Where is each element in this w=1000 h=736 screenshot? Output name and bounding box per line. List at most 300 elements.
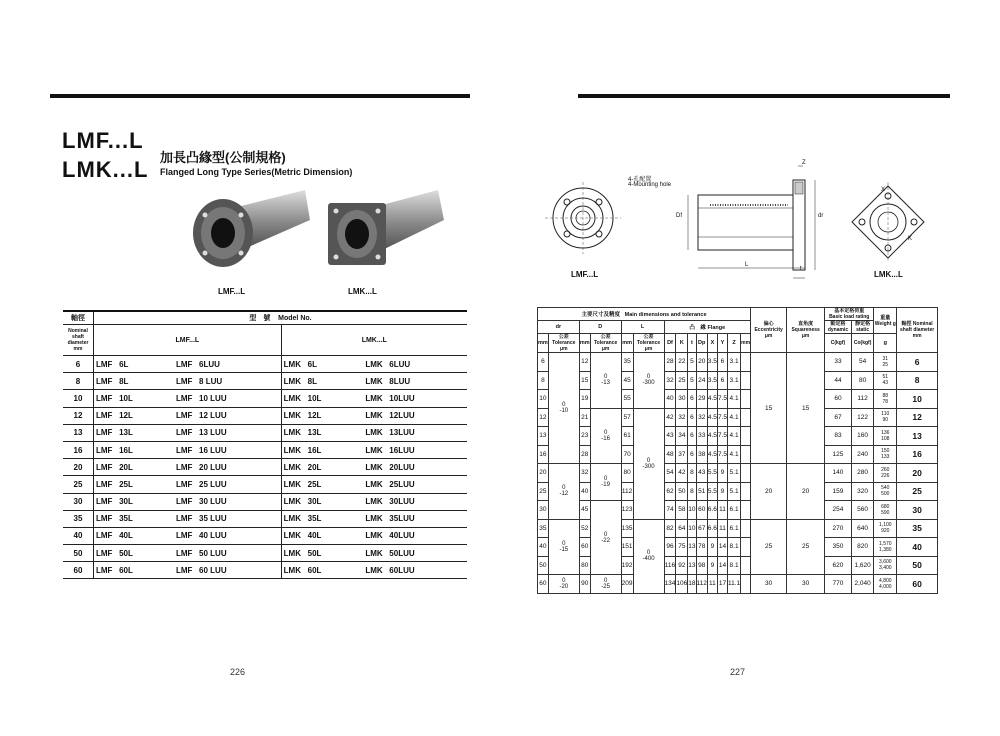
flange-mm-cell [741, 427, 751, 446]
col-d-mm: mm [579, 334, 590, 353]
weight-value: 260 [881, 466, 890, 473]
flange-k-cell: 30 [676, 390, 688, 409]
squareness-cell: 15 [787, 353, 825, 464]
model-header-zh: 型 號 [249, 315, 271, 322]
dynamic-load-cell: 67 [825, 408, 852, 427]
dr-tolerance [548, 353, 579, 464]
flange-t-cell: 8 [688, 482, 696, 501]
l-tolerance-value: 0 [646, 457, 651, 464]
dynamic-load-cell: 350 [825, 538, 852, 557]
weight-value: 90 [882, 417, 889, 424]
l-tolerance [633, 353, 664, 409]
weight-value: 500 [881, 491, 890, 498]
dr-cell: 30 [538, 501, 549, 520]
lmf-model-cell: LMF 20L [94, 459, 174, 476]
dynamic-load-cell: 44 [825, 371, 852, 390]
weight-cell [874, 519, 897, 538]
shaft-header: 軸徑 Nominal shaft diameter mm [897, 308, 938, 353]
lmk-model-cell: LMK 35L [281, 510, 363, 527]
static-load-cell: 2,040 [851, 575, 874, 594]
flange-z-cell: 5.1 [727, 482, 740, 501]
weight-value: 108 [881, 435, 890, 442]
lmf-model-cell: LMF 13L [94, 424, 174, 441]
shaft-cell: 35 [897, 519, 938, 538]
shaft-cell: 13 [63, 424, 94, 441]
dynamic-load-cell: 620 [825, 556, 852, 575]
l-tolerance-value: -300 [642, 463, 655, 470]
main-dims-zh: 主要尺寸及精度 [581, 312, 621, 318]
col-static: 靜定格 static [851, 321, 874, 334]
lmf-model-cell: LMF 40L [94, 527, 174, 544]
static-load-cell: 280 [851, 464, 874, 483]
static-load-cell: 112 [851, 390, 874, 409]
lmk-photo [318, 185, 448, 280]
d-tolerance-value: 0 [603, 374, 608, 381]
flange-k-cell: 32 [676, 408, 688, 427]
dynamic-load-cell: 159 [825, 482, 852, 501]
flange-k-cell: 34 [676, 427, 688, 446]
weight-value: 920 [881, 528, 890, 535]
flange-k-cell: 50 [676, 482, 688, 501]
photo-caption-lmf: LMF...L [218, 287, 246, 296]
lmf-uu-model-cell: LMF 30 LUU [174, 493, 281, 510]
lmk-model-cell: LMK 25L [281, 476, 363, 493]
flange-y-cell: 17 [717, 575, 727, 594]
flange-x-cell: 6.6 [707, 501, 717, 520]
dr-cell: 25 [538, 482, 549, 501]
d-tolerance [590, 501, 621, 575]
shaft-cell: 10 [63, 390, 94, 407]
d-cell: 12 [579, 353, 590, 372]
table-row [63, 510, 467, 527]
dr-tolerance-value: 0 [562, 577, 566, 584]
col-dr: dr [538, 321, 580, 334]
flange-mm-cell [741, 353, 751, 372]
lmf-model-cell: LMF 35L [94, 510, 174, 527]
photo-caption-lmk: LMK...L [348, 287, 377, 296]
flange-z-cell: 8.1 [727, 538, 740, 557]
squareness-header: 直角度 Squareness μm [787, 308, 825, 353]
table-row [63, 356, 467, 373]
table-row [538, 408, 938, 427]
flange-x-cell: 5.5 [707, 482, 717, 501]
flange-dp-cell: 60 [696, 501, 707, 520]
flange-z-cell: 3.1 [727, 353, 740, 372]
lmk-uu-model-cell: LMK 8LUU [363, 373, 467, 390]
col-df: Df [664, 334, 676, 353]
flange-y-cell: 14 [717, 538, 727, 557]
d-tolerance-value: -13 [601, 380, 610, 387]
flange-mm-cell [741, 464, 751, 483]
flange-df-cell: 134 [664, 575, 676, 594]
col-c0: Co(kgf) [851, 334, 874, 353]
flange-df-cell: 54 [664, 464, 676, 483]
d-cell: 15 [579, 371, 590, 390]
lmk-uu-model-cell: LMK 50LUU [363, 545, 467, 562]
flange-df-cell: 40 [664, 390, 676, 409]
eccentricity-cell: 20 [751, 464, 787, 520]
static-load-cell: 240 [851, 445, 874, 464]
lmk-model-cell: LMK 6L [281, 356, 363, 373]
l-tolerance-value: -300 [642, 380, 655, 387]
dr-tolerance-value: -10 [559, 408, 569, 414]
table-row [63, 407, 467, 424]
shaft-cell: 12 [63, 407, 94, 424]
mounting-hole-en: 4-Mounting hole [628, 182, 672, 188]
col-t: t [688, 334, 696, 353]
dim-z: Z [802, 160, 806, 166]
weight-cell [874, 353, 897, 372]
group-lmk: LMK...L [281, 325, 467, 356]
flange-t-cell: 10 [688, 519, 696, 538]
flange-t-cell: 6 [688, 390, 696, 409]
col-y: Y [717, 334, 727, 353]
flange-dp-cell: 20 [696, 353, 707, 372]
weight-header: 重量 Weight g [874, 308, 897, 334]
lmf-model-cell: LMF 30L [94, 493, 174, 510]
weight-value: 1,100 [879, 522, 892, 529]
lmf-model-cell: LMF 10L [94, 390, 174, 407]
flange-dp-cell: 78 [696, 538, 707, 557]
col-l-tol: 公差 Tolerance μm [633, 334, 664, 353]
shaft-cell: 40 [63, 527, 94, 544]
shaft-cell: 25 [63, 476, 94, 493]
lmk-uu-model-cell: LMK 20LUU [363, 459, 467, 476]
flange-z-cell: 6.1 [727, 501, 740, 520]
flange-z-cell: 4.1 [727, 408, 740, 427]
flange-z-cell: 5.1 [727, 464, 740, 483]
flange-dp-cell: 112 [696, 575, 707, 594]
flange-df-cell: 48 [664, 445, 676, 464]
lmk-uu-model-cell: LMK 16LUU [363, 441, 467, 458]
d-cell: 45 [579, 501, 590, 520]
weight-value: 3,600 [879, 559, 892, 566]
static-load-cell: 560 [851, 501, 874, 520]
lmf-model-cell: LMF 25L [94, 476, 174, 493]
dr-tolerance-value: -12 [559, 491, 569, 498]
col-g: g [874, 334, 897, 353]
flange-y-cell: 6 [717, 371, 727, 390]
lmf-uu-model-cell: LMF 10 LUU [174, 390, 281, 407]
dynamic-load-cell: 33 [825, 353, 852, 372]
l-cell: 123 [621, 501, 633, 520]
load-header-zh: 基本定格荷重 [834, 308, 865, 314]
load-header-en: Basic load rating [829, 314, 870, 320]
dr-tolerance-value: 0 [562, 540, 566, 547]
diagram-caption-lmf: LMF...L [571, 270, 599, 279]
static-load-cell: 80 [851, 371, 874, 390]
col-d: D [579, 321, 621, 334]
chinese-title: 加長凸緣型(公制規格) [160, 150, 286, 165]
dr-cell: 6 [538, 353, 549, 372]
table-row [63, 390, 467, 407]
table-row [538, 464, 938, 483]
shaft-cell: 20 [897, 464, 938, 483]
dr-cell: 40 [538, 538, 549, 557]
weight-cell [874, 427, 897, 446]
weight-value: 110 [881, 411, 890, 418]
lmk-model-cell: LMK 13L [281, 424, 363, 441]
d-cell: 28 [579, 445, 590, 464]
col-flange-mm: mm [741, 334, 751, 353]
weight-value: 43 [882, 380, 889, 387]
title-lmf: LMF...L [62, 128, 144, 153]
flange-dp-cell: 38 [696, 445, 707, 464]
weight-value: 4,800 [879, 577, 892, 584]
shaft-cell: 10 [897, 390, 938, 409]
col-l-mm: mm [621, 334, 633, 353]
flange-df-cell: 42 [664, 408, 676, 427]
shaft-cell: 50 [63, 545, 94, 562]
flange-z-cell: 4.1 [727, 390, 740, 409]
dr-tolerance-value: 0 [562, 402, 566, 408]
flange-dp-cell: 51 [696, 482, 707, 501]
dr-cell: 8 [538, 371, 549, 390]
flange-z-cell: 8.1 [727, 556, 740, 575]
d-cell: 19 [579, 390, 590, 409]
shaft-cell: 30 [897, 501, 938, 520]
table-row [63, 459, 467, 476]
dr-cell: 50 [538, 556, 549, 575]
dimension-table [537, 307, 938, 594]
dynamic-load-cell: 140 [825, 464, 852, 483]
weight-value: 680 [881, 503, 890, 510]
flange-t-cell: 13 [688, 538, 696, 557]
lmf-uu-model-cell: LMF 20 LUU [174, 459, 281, 476]
flange-df-cell: 28 [664, 353, 676, 372]
d-tolerance [590, 464, 621, 501]
lmk-model-cell: LMK 50L [281, 545, 363, 562]
l-tolerance [633, 408, 664, 519]
flange-y-cell: 7.5 [717, 445, 727, 464]
flange-x-cell: 3.5 [707, 353, 717, 372]
dr-cell: 10 [538, 390, 549, 409]
flange-x-cell: 11 [707, 575, 717, 594]
model-table [63, 310, 467, 579]
flange-y-cell: 11 [717, 519, 727, 538]
table-row [538, 353, 938, 372]
flange-x-cell: 4.5 [707, 390, 717, 409]
flange-x-cell: 3.5 [707, 371, 717, 390]
lmf-uu-model-cell: LMF 8 LUU [174, 373, 281, 390]
l-tolerance-value: 0 [646, 550, 651, 556]
col-c: C(kgf) [825, 334, 852, 353]
flange-x-cell: 4.5 [707, 427, 717, 446]
dim-k: K [908, 236, 913, 242]
d-cell: 40 [579, 482, 590, 501]
lmf-uu-model-cell: LMF 13 LUU [174, 424, 281, 441]
dr-cell: 12 [538, 408, 549, 427]
lmf-photo [185, 185, 315, 280]
table-row [538, 501, 938, 520]
table-row [63, 373, 467, 390]
d-tolerance-value: 0 [603, 429, 608, 436]
lmf-uu-model-cell: LMF 12 LUU [174, 407, 281, 424]
shaft-header-en: Nominal shaft diameter mm [63, 325, 94, 356]
col-x: X [707, 334, 717, 353]
flange-x-cell: 6.6 [707, 519, 717, 538]
flange-mm-cell [741, 390, 751, 409]
table-row [538, 575, 938, 594]
d-tolerance-value: 0 [603, 531, 608, 538]
flange-df-cell: 82 [664, 519, 676, 538]
d-tolerance [590, 353, 621, 409]
dr-tolerance [548, 464, 579, 520]
dr-tolerance [548, 519, 579, 575]
lmk-model-cell: LMK 30L [281, 493, 363, 510]
dynamic-load-cell: 254 [825, 501, 852, 520]
weight-value: 31 [882, 355, 889, 362]
flange-y-cell: 9 [717, 482, 727, 501]
side-view [670, 160, 830, 285]
flange-k-cell: 92 [676, 556, 688, 575]
table-row [63, 476, 467, 493]
lmf-model-cell: LMF 60L [94, 562, 174, 579]
squareness-cell: 25 [787, 519, 825, 575]
d-tolerance-value: 0 [603, 476, 608, 482]
flange-y-cell: 9 [717, 464, 727, 483]
shaft-cell: 13 [897, 427, 938, 446]
flange-df-cell: 96 [664, 538, 676, 557]
shaft-cell: 16 [63, 441, 94, 458]
eccentricity-cell: 15 [751, 353, 787, 464]
lmk-model-cell: LMK 8L [281, 373, 363, 390]
lmk-uu-model-cell: LMK 10LUU [363, 390, 467, 407]
d-cell: 90 [579, 575, 590, 594]
page-number-right: 227 [730, 667, 746, 677]
dynamic-load-cell: 270 [825, 519, 852, 538]
top-rule-right [578, 94, 950, 98]
weight-cell [874, 556, 897, 575]
flange-x-cell: 9 [707, 538, 717, 557]
flange-k-cell: 75 [676, 538, 688, 557]
d-cell: 21 [579, 408, 590, 427]
col-dr-tol: 公差 Tolerance μm [548, 334, 579, 353]
squareness-cell: 20 [787, 464, 825, 520]
dynamic-load-cell: 60 [825, 390, 852, 409]
group-lmf: LMF...L [94, 325, 282, 356]
flange-df-cell: 43 [664, 427, 676, 446]
flange-k-cell: 37 [676, 445, 688, 464]
shaft-cell: 60 [897, 575, 938, 594]
dr-tolerance-value: -15 [559, 546, 569, 553]
flange-en: Flange [707, 325, 726, 331]
weight-value: 1,380 [879, 546, 892, 553]
dr-tolerance-value: -20 [559, 583, 569, 590]
shaft-cell: 30 [63, 493, 94, 510]
dr-tolerance [548, 575, 579, 594]
shaft-cell: 6 [63, 356, 94, 373]
dim-x: X [881, 187, 886, 193]
dynamic-load-cell: 125 [825, 445, 852, 464]
weight-value: 133 [881, 454, 890, 461]
flange-df-cell: 116 [664, 556, 676, 575]
l-cell: 45 [621, 371, 633, 390]
model-header [94, 311, 468, 325]
table-row [63, 493, 467, 510]
d-tolerance-value: -25 [601, 583, 610, 590]
weight-cell [874, 501, 897, 520]
l-cell: 55 [621, 390, 633, 409]
flange-k-cell: 22 [676, 353, 688, 372]
table-row [63, 545, 467, 562]
lmk-model-cell: LMK 12L [281, 407, 363, 424]
load-header [825, 308, 874, 321]
lmf-model-cell: LMF 6L [94, 356, 174, 373]
lmf-model-cell: LMF 8L [94, 373, 174, 390]
col-k: K [676, 334, 688, 353]
l-tolerance-value: 0 [646, 374, 651, 381]
table-row [63, 527, 467, 544]
shaft-cell: 35 [63, 510, 94, 527]
flange-t-cell: 5 [688, 353, 696, 372]
l-cell: 151 [621, 538, 633, 557]
flange-dp-cell: 98 [696, 556, 707, 575]
weight-cell [874, 482, 897, 501]
lmf-model-cell: LMF 50L [94, 545, 174, 562]
shaft-cell: 16 [897, 445, 938, 464]
lmk-uu-model-cell: LMK 25LUU [363, 476, 467, 493]
flange-k-cell: 42 [676, 464, 688, 483]
flange-z-cell: 11.1 [727, 575, 740, 594]
l-cell: 192 [621, 556, 633, 575]
lmf-uu-model-cell: LMF 35 LUU [174, 510, 281, 527]
lmk-model-cell: LMK 20L [281, 459, 363, 476]
flange-mm-cell [741, 482, 751, 501]
flange-dp-cell: 43 [696, 464, 707, 483]
lmf-front-view [545, 178, 625, 258]
lmk-uu-model-cell: LMK 35LUU [363, 510, 467, 527]
weight-cell [874, 464, 897, 483]
dr-cell: 20 [538, 464, 549, 483]
col-dp: Dp [696, 334, 707, 353]
col-z: Z [727, 334, 740, 353]
d-tolerance-value: -22 [601, 537, 610, 544]
weight-value: 4,000 [879, 583, 892, 590]
flange-x-cell: 9 [707, 556, 717, 575]
shaft-cell: 40 [897, 538, 938, 557]
lmk-uu-model-cell: LMK 13LUU [363, 424, 467, 441]
flange-dp-cell: 24 [696, 371, 707, 390]
static-load-cell: 54 [851, 353, 874, 372]
flange-k-cell: 106 [676, 575, 688, 594]
weight-cell [874, 408, 897, 427]
flange-mm-cell [741, 371, 751, 390]
static-load-cell: 160 [851, 427, 874, 446]
lmk-front-view [848, 182, 928, 262]
lmf-uu-model-cell: LMF 25 LUU [174, 476, 281, 493]
dr-cell: 35 [538, 519, 549, 538]
flange-mm-cell [741, 556, 751, 575]
l-cell: 35 [621, 353, 633, 372]
flange-x-cell: 4.5 [707, 408, 717, 427]
d-cell: 23 [579, 427, 590, 446]
flange-df-cell: 62 [664, 482, 676, 501]
l-cell: 61 [621, 427, 633, 446]
lmk-uu-model-cell: LMK 6LUU [363, 356, 467, 373]
lmk-model-cell: LMK 40L [281, 527, 363, 544]
col-d-tol: 公差 Tolerance μm [590, 334, 621, 353]
dim-t: t [800, 266, 802, 272]
eccentricity-cell: 30 [751, 575, 787, 594]
table-row [63, 562, 467, 579]
dr-cell: 16 [538, 445, 549, 464]
flange-y-cell: 14 [717, 556, 727, 575]
weight-value: 226 [881, 472, 890, 479]
d-cell: 32 [579, 464, 590, 483]
shaft-cell: 6 [897, 353, 938, 372]
weight-value: 136 [881, 429, 890, 436]
